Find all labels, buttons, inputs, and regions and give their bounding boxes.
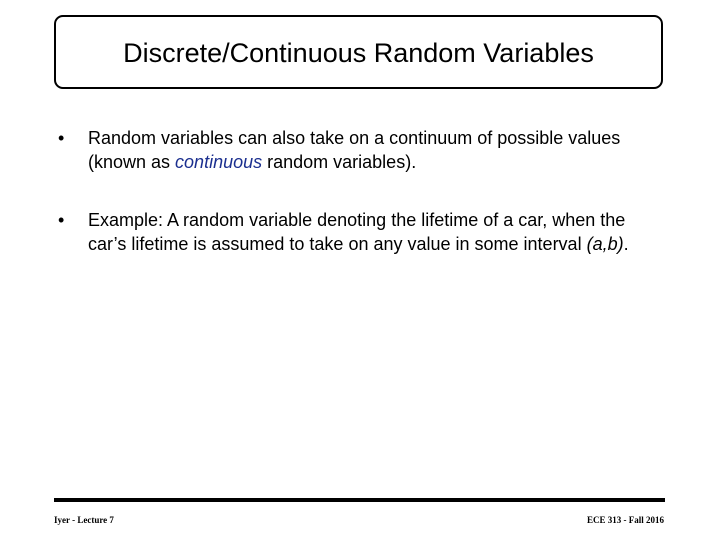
bullet-text [88,126,668,174]
bullet-text-end: . [623,234,629,254]
bullet-marker: • [58,210,65,230]
emphasis-interval: (a,b) [586,234,624,254]
footer-course-label: ECE 313 - Fall 2016 [586,515,664,525]
bullet-item-example [58,208,668,256]
bullet-text-start: Random variables can also take on a continuum of possible values (known as [88,128,621,172]
bullet-text-start: Example: A random variable denoting the lifetime of a car, when the car’s lifetime is assumed to take on any value in some interval [88,210,626,254]
footer-divider [54,498,665,502]
title-box [54,15,663,89]
bullet-text [88,208,668,256]
bullet-item-continuous [58,126,668,174]
footer-lecture-label: Iyer - Lecture 7 [54,515,114,525]
bullet-text-end: random variables). [262,152,417,172]
slide-title: Discrete/Continuous Random Variables [123,38,594,68]
bullet-marker: • [58,128,65,148]
emphasis-continuous: continuous [175,152,263,172]
